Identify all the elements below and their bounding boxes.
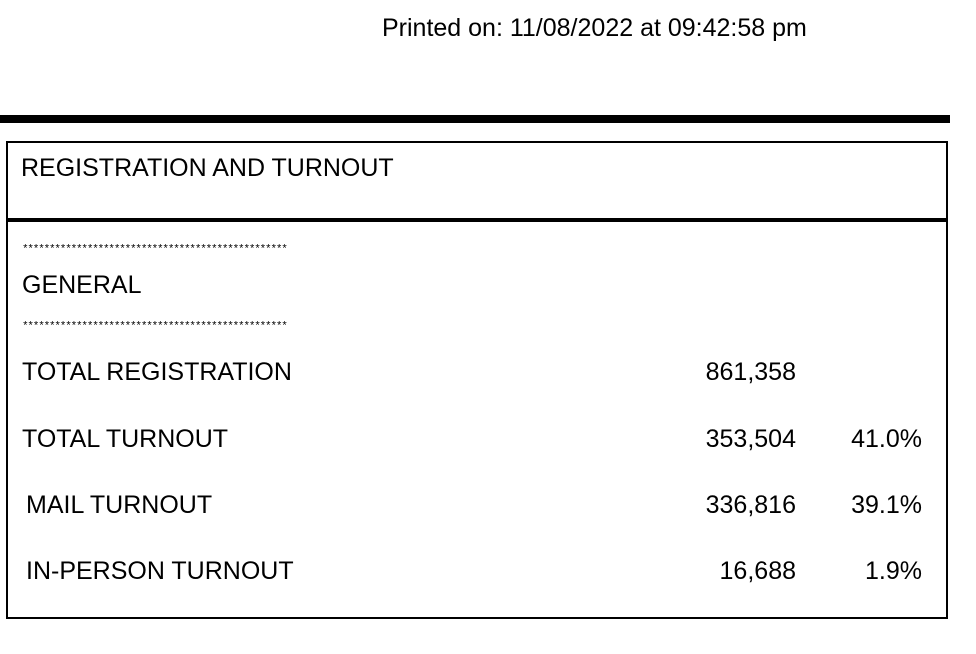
registration-turnout-table [6, 141, 948, 619]
table-row-total-turnout [8, 425, 946, 461]
row-label: IN-PERSON TURNOUT [26, 557, 294, 585]
table-row-total-registration [8, 358, 946, 394]
row-value: 353,504 [705, 425, 796, 453]
row-percent: 1.9% [865, 557, 922, 585]
header-divider-rule [0, 115, 950, 123]
table-row-in-person-turnout [8, 557, 946, 593]
row-percent: 41.0% [851, 425, 922, 453]
table-title: REGISTRATION AND TURNOUT [21, 154, 394, 182]
printed-on-timestamp: Printed on: 11/08/2022 at 09:42:58 pm [382, 14, 807, 42]
table-header [8, 143, 946, 222]
section-separator-top: ************************************************* [22, 244, 287, 256]
section-title-general: GENERAL [22, 271, 142, 299]
row-percent: 39.1% [851, 491, 922, 519]
row-value: 861,358 [705, 358, 796, 386]
row-label: TOTAL TURNOUT [22, 425, 229, 453]
row-label: MAIL TURNOUT [26, 491, 213, 519]
row-value: 336,816 [705, 491, 796, 519]
row-value: 16,688 [719, 557, 796, 585]
table-row-mail-turnout [8, 491, 946, 527]
section-separator-bottom: ************************************************* [22, 321, 287, 333]
row-label: TOTAL REGISTRATION [22, 358, 292, 386]
